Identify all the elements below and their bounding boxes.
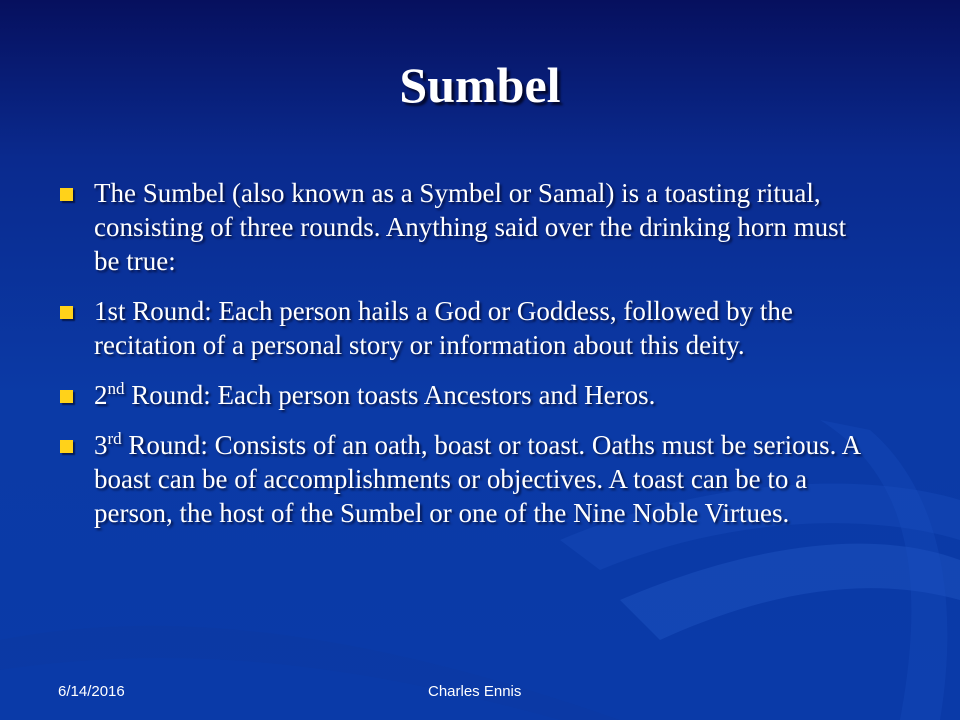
bullet-item [58,378,878,412]
bullet-text-number: 3 [94,430,108,460]
square-bullet-icon [60,188,73,201]
bullet-list [58,176,878,546]
bullet-text: Round: Each person toasts Ancestors and Heros. [124,380,656,410]
square-bullet-icon [60,390,73,403]
ordinal-suffix: nd [107,379,125,398]
bullet-item [58,176,878,278]
footer-author: Charles Ennis [428,683,522,700]
bullet-item [58,294,878,362]
bullet-text: The Sumbel (also known as a Symbel or Samal) is a toasting ritual, consisting of three rounds. Anything said over the drinking horn must be true: [94,178,847,276]
ordinal-suffix: rd [107,429,122,448]
bullet-text: Round: Consists of an oath, boast or toast. Oaths must be serious. A boast can be of accomplishments or objectives. A toast can be to a person, the host of the Sumbel or one of the Nine Noble Virtues. [94,430,860,528]
bullet-text-number: 2 [94,380,108,410]
square-bullet-icon [60,306,73,319]
slide-title: Sumbel [399,57,561,113]
bullet-text: 1st Round: Each person hails a God or Goddess, followed by the recitation of a personal story or information about this deity. [94,296,793,360]
square-bullet-icon [60,440,73,453]
footer-date: 6/14/2016 [58,683,125,700]
bullet-item [58,428,878,530]
